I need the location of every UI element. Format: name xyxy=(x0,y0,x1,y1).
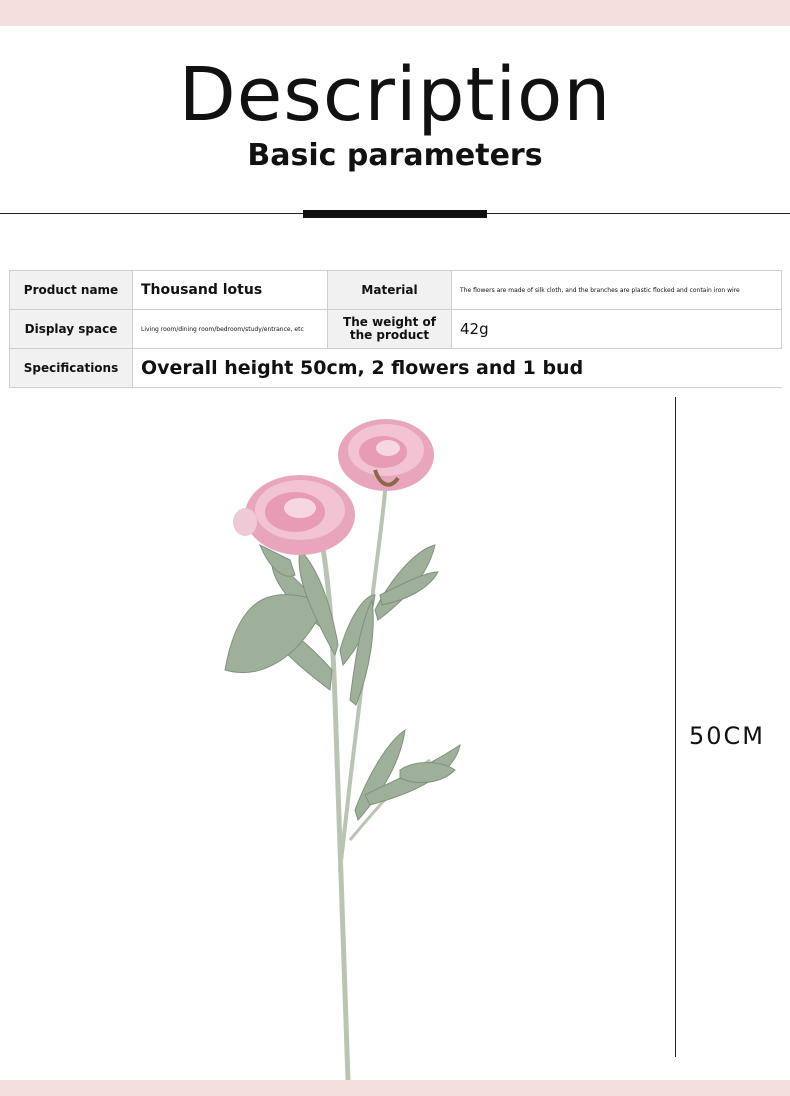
product-name-label: Product name xyxy=(10,271,133,310)
product-name-value: Thousand lotus xyxy=(133,271,328,310)
pink-flower-lower xyxy=(233,475,355,555)
leaves xyxy=(225,545,460,820)
material-label: Material xyxy=(328,271,452,310)
weight-label: The weight of the product xyxy=(328,310,452,349)
table-row xyxy=(10,349,782,388)
divider-accent xyxy=(303,210,487,218)
page-title: Description xyxy=(178,52,612,138)
parameters-table xyxy=(9,270,782,388)
pink-flower-upper xyxy=(338,419,434,491)
height-dimension-line xyxy=(675,397,676,1057)
display-space-value: Living room/dining room/bedroom/study/entrance, etc xyxy=(133,310,328,349)
height-dimension-label: 50CM xyxy=(689,722,766,750)
page-subtitle: Basic parameters xyxy=(247,138,543,173)
table-row xyxy=(10,271,782,310)
specifications-value: Overall height 50cm, 2 flowers and 1 bud xyxy=(133,349,782,388)
top-band xyxy=(0,0,790,26)
flower-product-image xyxy=(200,400,500,1085)
bottom-band xyxy=(0,1080,790,1096)
weight-value: 42g xyxy=(452,310,782,349)
display-space-label: Display space xyxy=(10,310,133,349)
table-row xyxy=(10,310,782,349)
material-value: The flowers are made of silk cloth, and the branches are plastic flocked and contain iron wire xyxy=(452,271,782,310)
specifications-label: Specifications xyxy=(10,349,133,388)
